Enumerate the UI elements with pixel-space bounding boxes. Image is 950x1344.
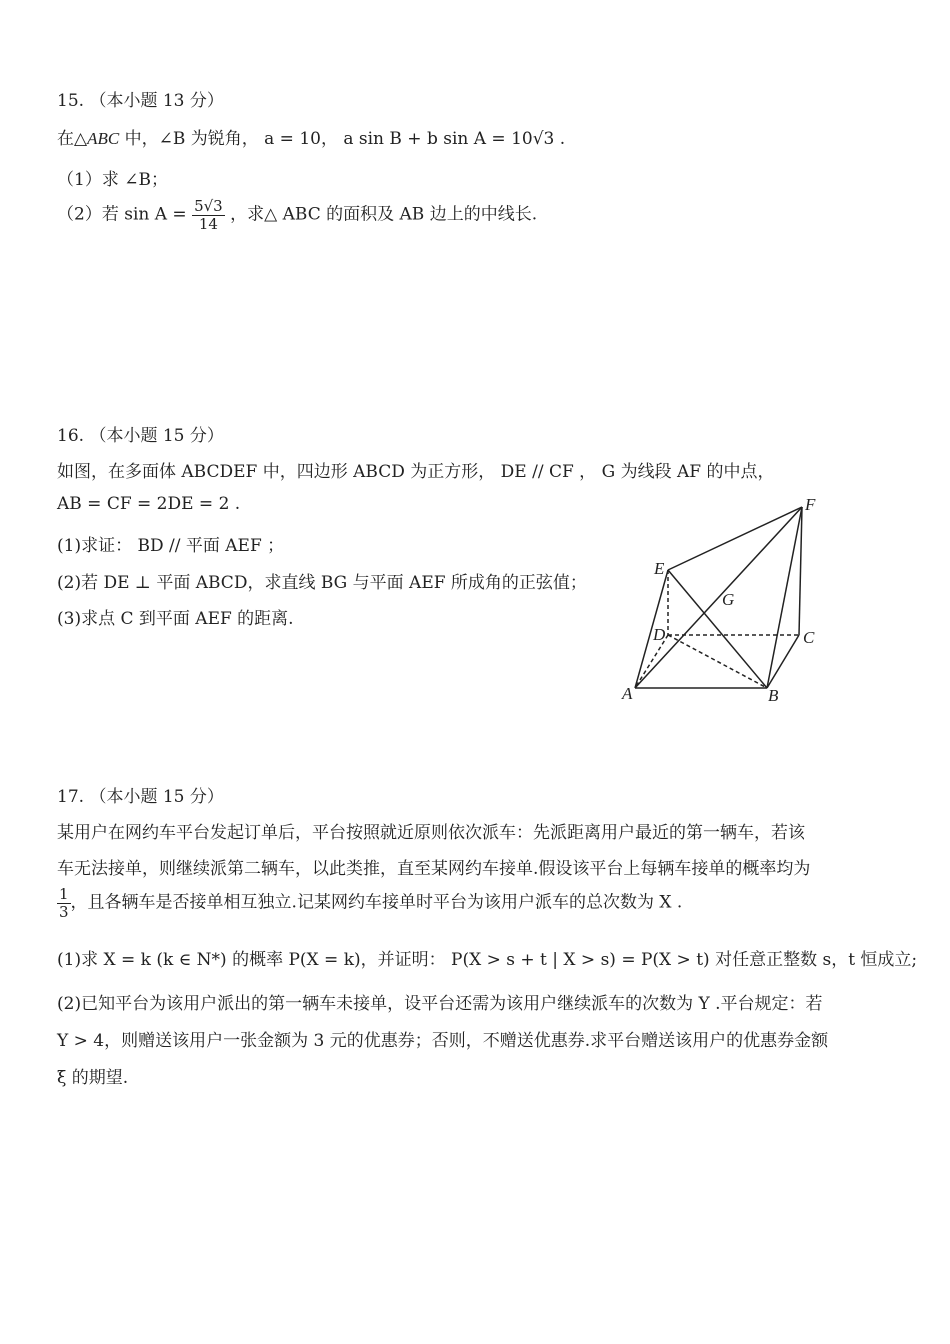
q15-fraction-num: 5√3 [194, 197, 223, 215]
label-G: G [722, 590, 735, 609]
q17-part1: (1)求 X = k (k ∈ N*) 的概率 P(X = k)，并证明： P(X > s + t | X > s) = P(X > t) 对任意正整数 s，t 恒成立; [57, 950, 918, 970]
q17-part2-line2: Y > 4，则赠送该用户一张金额为 3 元的优惠券；否则，不赠送优惠券.求平台赠送该用户的优惠券金额 [57, 1031, 829, 1051]
label-B: B [768, 686, 779, 705]
edge-DB [668, 635, 767, 688]
q16-part2: (2)若 DE ⊥ 平面 ABCD，求直线 BG 与平面 AEF 所成角的正弦值； [57, 573, 587, 593]
label-C: C [803, 628, 815, 647]
polyhedron-figure [610, 490, 830, 710]
label-A: A [622, 684, 633, 703]
q17-fraction-num: 1 [59, 885, 69, 903]
q15-part2-pre: （2）若 sin A = [57, 204, 187, 225]
label-D: D [653, 625, 666, 644]
q15-fraction [192, 198, 225, 232]
q17-line3 [57, 886, 682, 920]
q15-stem-post: 中，∠B 为锐角， a = 10， a sin B + b sin A = 10√3 . [119, 129, 566, 149]
label-E: E [654, 559, 665, 578]
edge-EF [668, 507, 802, 570]
q16-stem2: AB = CF = 2DE = 2 . [57, 494, 241, 514]
q17-part2-line1: (2)已知平台为该用户派出的第一辆车未接单，设平台还需为该用户继续派车的次数为 Y .平台规定：若 [57, 994, 823, 1014]
q15-header: 15. （本小题 13 分） [57, 91, 224, 111]
q16-stem1: 如图，在多面体 ABCDEF 中，四边形 ABCD 为正方形， DE // CF ， G 为线段 AF 的中点， [57, 462, 775, 482]
q17-line2: 车无法接单，则继续派第二辆车，以此类推，直至某网约车接单.假设该平台上每辆车接单的概率均为 [57, 859, 811, 879]
q15-stem [57, 124, 565, 149]
q16-header: 16. （本小题 15 分） [57, 426, 224, 446]
label-F: F [805, 495, 816, 514]
q15-part2 [57, 198, 537, 232]
edge-EB [668, 570, 767, 688]
q15-part2-post: ，求△ ABC 的面积及 AB 边上的中线长. [230, 204, 538, 225]
q15-part1: （1）求 ∠B； [57, 170, 168, 190]
q15-stem-pre: 在△ [57, 129, 88, 149]
q17-part2-line3: ξ 的期望. [57, 1068, 129, 1088]
q15-fraction-den: 14 [198, 214, 218, 233]
q17-line1: 某用户在网约车平台发起订单后，平台按照就近原则依次派车：先派距离用户最近的第一辆车，若该 [57, 823, 805, 843]
edge-BF [767, 507, 802, 688]
q17-fraction-den: 3 [59, 902, 69, 921]
q15-stem-abc: ABC [87, 129, 120, 148]
edge-CF [799, 507, 802, 635]
q17-fraction [57, 886, 71, 920]
q17-header: 17. （本小题 15 分） [57, 787, 224, 807]
q16-part3: (3)求点 C 到平面 AEF 的距离. [57, 609, 294, 629]
q16-part1: (1)求证： BD // 平面 AEF ； [57, 536, 285, 556]
q17-line3-text: ，且各辆车是否接单相互独立.记某网约车接单时平台为该用户派车的总次数为 X . [70, 892, 683, 913]
